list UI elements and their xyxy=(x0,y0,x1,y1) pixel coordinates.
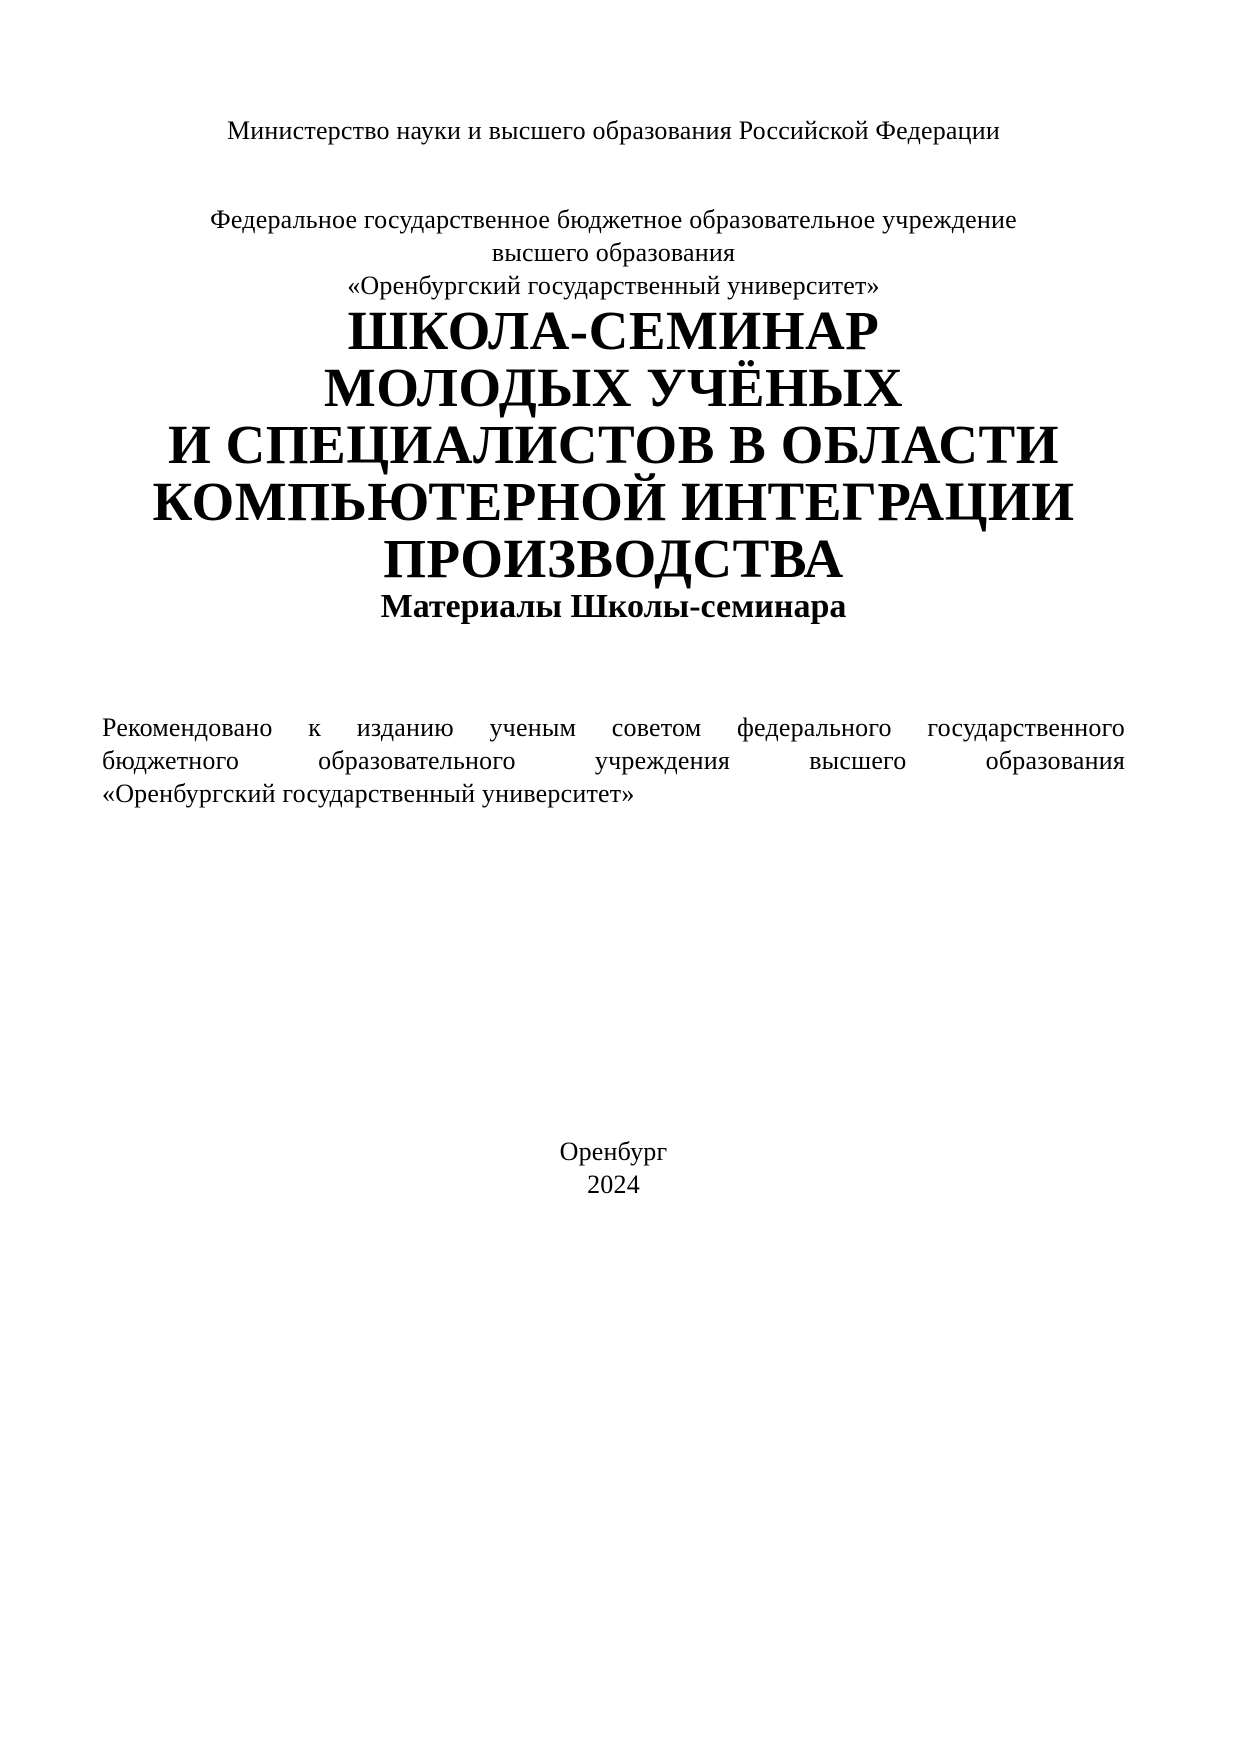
institution-block xyxy=(102,203,1125,302)
main-title-line-3: И СПЕЦИАЛИСТОВ В ОБЛАСТИ xyxy=(167,414,1059,475)
recommendation-line-2: бюджетного образовательного учреждения высшего образования xyxy=(102,746,1125,775)
main-title-line-4: КОМПЬЮТЕРНОЙ ИНТЕГРАЦИИ xyxy=(152,471,1075,532)
recommendation-line-1: Рекомендовано к изданию ученым советом федерального государственного xyxy=(102,713,1125,742)
main-title xyxy=(102,302,1125,587)
main-title-line-2: МОЛОДЫХ УЧЁНЫХ xyxy=(323,357,904,418)
main-title-line-5: ПРОИЗВОДСТВА xyxy=(383,528,844,589)
imprint-city: Оренбург xyxy=(559,1137,668,1166)
institution-line-1: Федеральное государственное бюджетное образовательное учреждение xyxy=(210,205,1017,234)
main-title-line-1: ШКОЛА-СЕМИНАР xyxy=(347,300,880,361)
recommendation-line-3: «Оренбургский государственный университет» xyxy=(102,779,635,808)
recommendation-paragraph xyxy=(102,711,1125,810)
imprint-year: 2024 xyxy=(587,1170,640,1199)
imprint-block xyxy=(102,1135,1125,1201)
ministry-header: Министерство науки и высшего образования Российской Федерации xyxy=(226,116,1001,145)
subtitle: Материалы Школы-семинара xyxy=(380,588,847,625)
institution-line-3: «Оренбургский государственный университет» xyxy=(347,271,880,300)
institution-line-2: высшего образования xyxy=(491,238,736,267)
